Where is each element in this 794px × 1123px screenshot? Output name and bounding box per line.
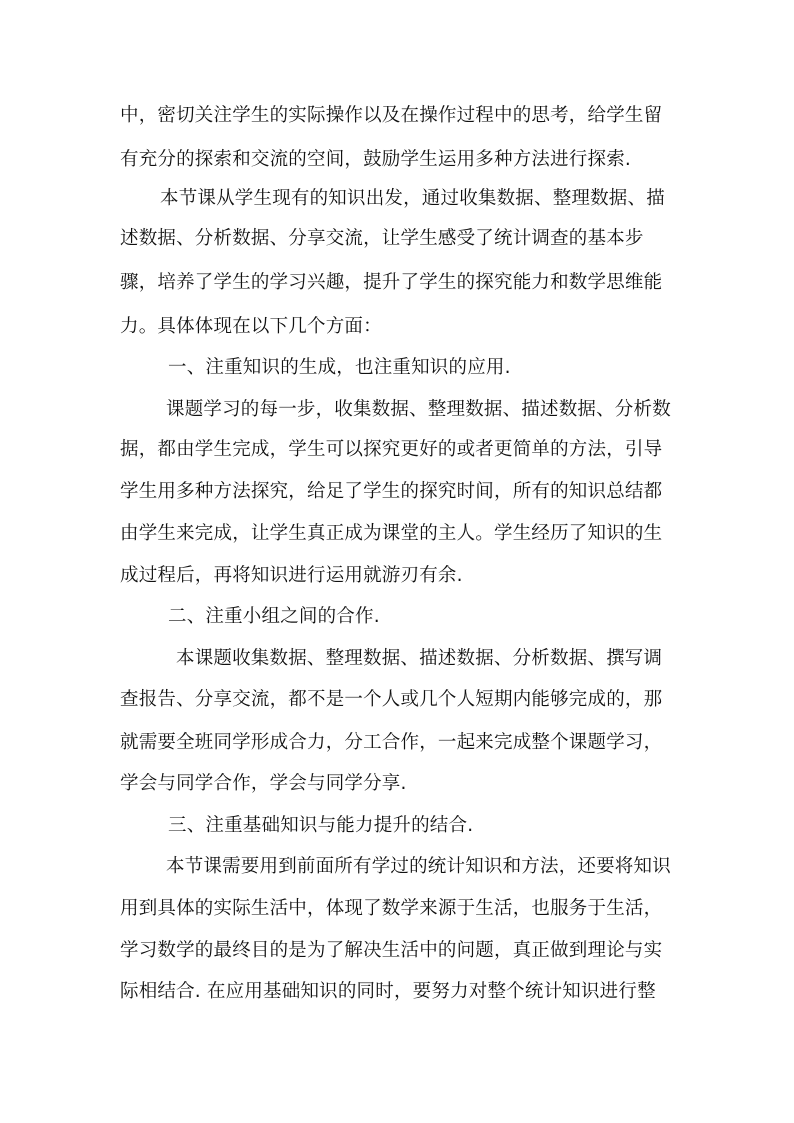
text-line: 查报告、分享交流，都不是一个人或几个人短期内能够完成的，那 (120, 689, 663, 710)
text-line: 际相结合. 在应用基础知识的同时，要努力对整个统计知识进行整 (120, 981, 656, 1002)
text-line: 就需要全班同学形成合力，分工合作，一起来完成整个课题学习， (120, 732, 663, 753)
text-line: 学会与同学合作，学会与同学分享. (120, 773, 407, 794)
text-line: 学生用多种方法探究，给足了学生的探究时间，所有的知识总结都 (120, 481, 663, 502)
section-heading: 三、注重基础知识与能力提升的结合. (168, 815, 474, 836)
text-line: 据，都由学生完成，学生可以探究更好的或者更简单的方法，引导 (120, 439, 663, 460)
text-line: 中，密切关注学生的实际操作以及在操作过程中的思考，给学生留 (120, 105, 663, 126)
text-line: 成过程后，再将知识进行运用就游刃有余. (120, 565, 463, 586)
text-line: 用到具体的实际生活中，体现了数学来源于生活，也服务于生活， (120, 898, 663, 919)
text-line: 学习数学的最终目的是为了解决生活中的问题，真正做到理论与实 (120, 940, 663, 961)
text-line: 由学生来完成，让学生真正成为课堂的主人。学生经历了知识的生 (120, 523, 663, 544)
text-line: 课题学习的每一步，收集数据、整理数据、描述数据、分析数 (166, 399, 671, 420)
text-line: 本课题收集数据、整理数据、描述数据、分析数据、撰写调 (176, 648, 663, 669)
section-heading: 一、注重知识的生成，也注重知识的应用. (168, 357, 511, 378)
text-line: 本节课从学生现有的知识出发，通过收集数据、整理数据、描 (160, 188, 665, 209)
section-heading: 二、注重小组之间的合作. (168, 606, 380, 627)
text-line: 骤，培养了学生的学习兴趣，提升了学生的探究能力和数学思维能 (120, 272, 663, 293)
text-line: 述数据、分析数据、分享交流，让学生感受了统计调查的基本步 (120, 228, 644, 249)
text-line: 本节课需要用到前面所有学过的统计知识和方法，还要将知识 (166, 856, 671, 877)
text-line: 力。具体体现在以下几个方面： (120, 316, 382, 337)
text-line: 有充分的探索和交流的空间，鼓励学生运用多种方法进行探索. (120, 149, 631, 170)
